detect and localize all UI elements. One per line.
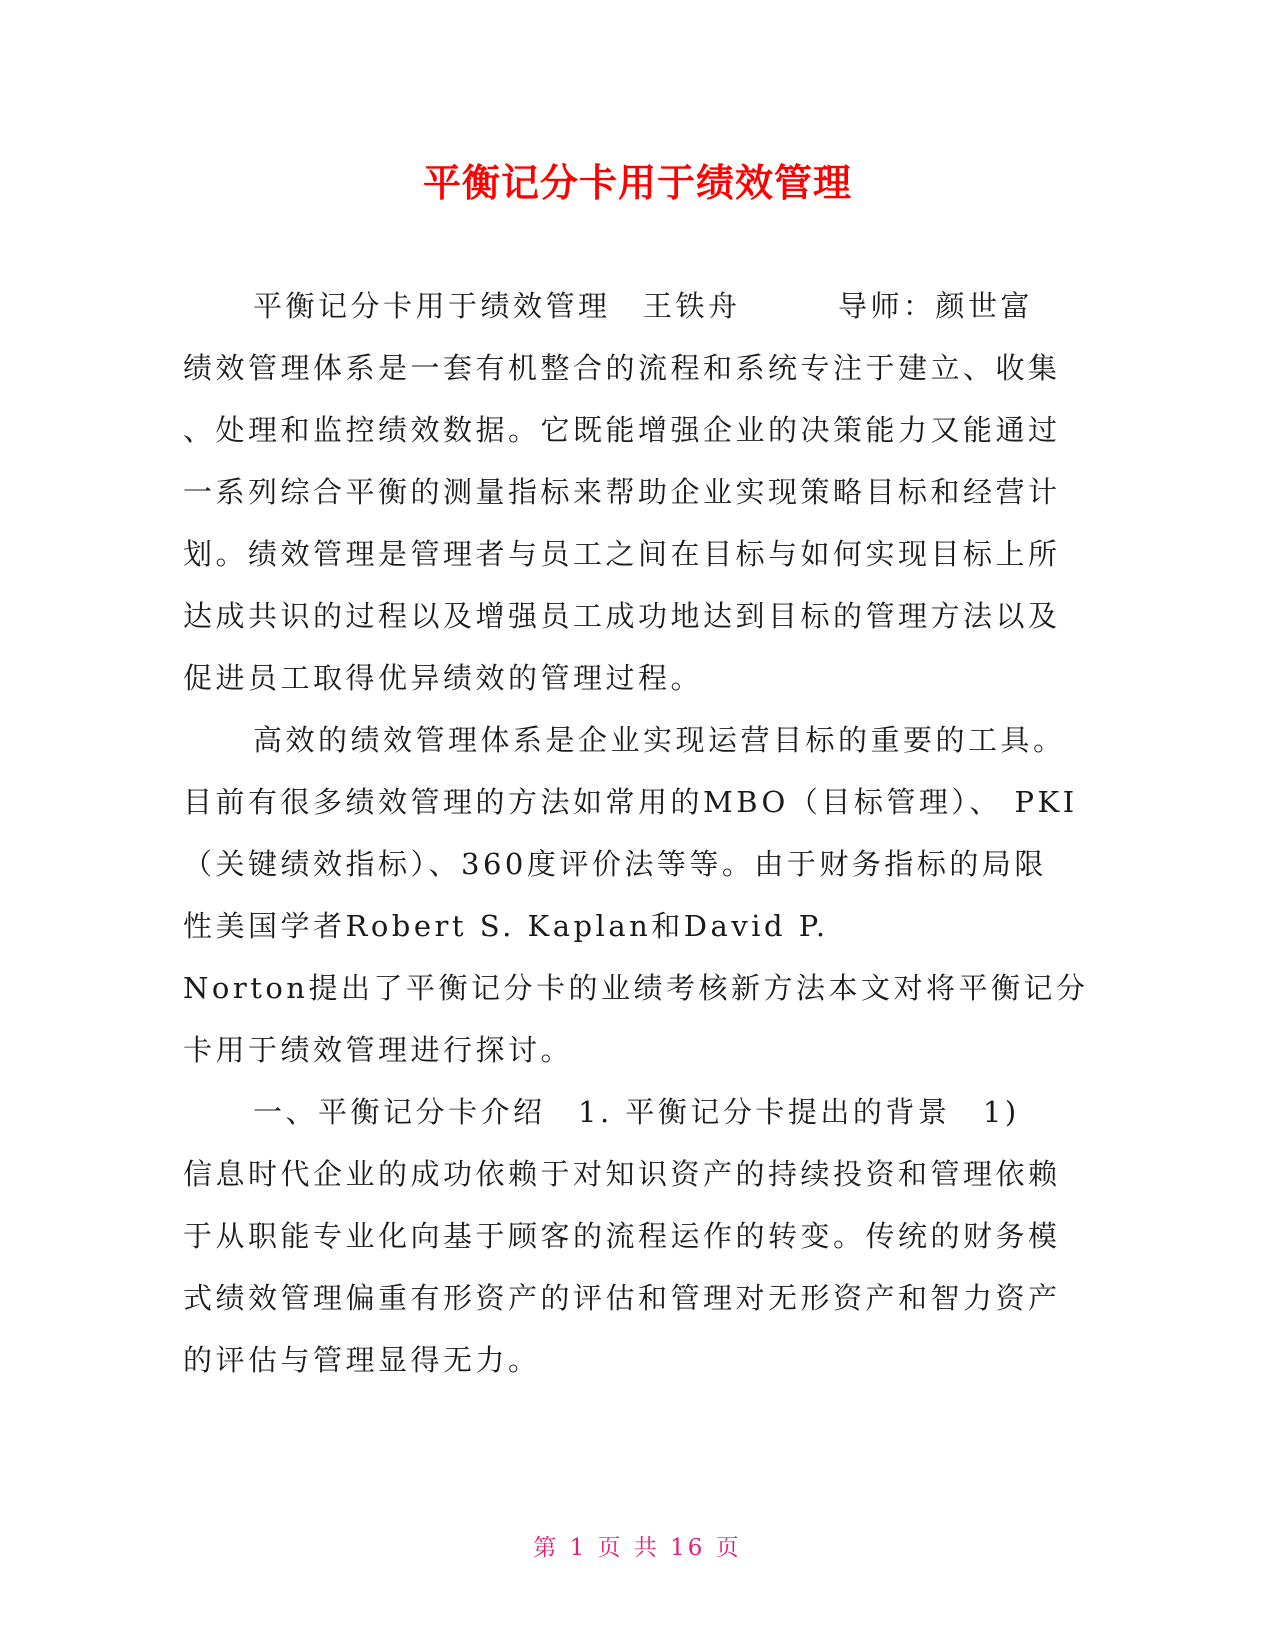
text-line: 划。绩效管理是管理者与员工之间在目标与如何实现目标上所 <box>183 537 1061 571</box>
text-line: 高效的绩效管理体系是企业实现运营目标的重要的工具。 <box>188 723 1066 757</box>
text-line: 目前有很多绩效管理的方法如常用的MBO（目标管理）、 PKI <box>183 785 1078 819</box>
text-line: 于从职能专业化向基于顾客的流程运作的转变。传统的财务模 <box>183 1219 1061 1253</box>
text-line: 一、平衡记分卡介绍 1. 平衡记分卡提出的背景 1) <box>188 1095 1020 1129</box>
text-line: 式绩效管理偏重有形资产的评估和管理对无形资产和智力资产 <box>183 1281 1061 1315</box>
text-line: 信息时代企业的成功依赖于对知识资产的持续投资和管理依赖 <box>183 1157 1061 1191</box>
text-line: 的评估与管理显得无力。 <box>183 1343 541 1377</box>
text-line: 一系列综合平衡的测量指标来帮助企业实现策略目标和经营计 <box>183 475 1061 509</box>
document-title: 平衡记分卡用于绩效管理 <box>422 161 852 205</box>
text-line: Norton提出了平衡记分卡的业绩考核新方法本文对将平衡记分 <box>183 971 1089 1005</box>
text-line: 平衡记分卡用于绩效管理 王铁舟 导师：颜世富 <box>188 289 1034 323</box>
text-line: 、处理和监控绩效数据。它既能增强企业的决策能力又能通过 <box>183 413 1061 447</box>
text-line: （关键绩效指标）、360度评价法等等。由于财务指标的局限 <box>183 847 1047 881</box>
text-line: 达成共识的过程以及增强员工成功地达到目标的管理方法以及 <box>183 599 1061 633</box>
page-number-footer: 第 1 页 共 16 页 <box>533 1535 742 1561</box>
text-line: 卡用于绩效管理进行探讨。 <box>183 1033 574 1067</box>
text-line: 绩效管理体系是一套有机整合的流程和系统专注于建立、收集 <box>183 351 1061 385</box>
text-line: 促进员工取得优异绩效的管理过程。 <box>183 661 704 695</box>
text-line: 性美国学者Robert S. Kaplan和David P. <box>183 909 829 943</box>
